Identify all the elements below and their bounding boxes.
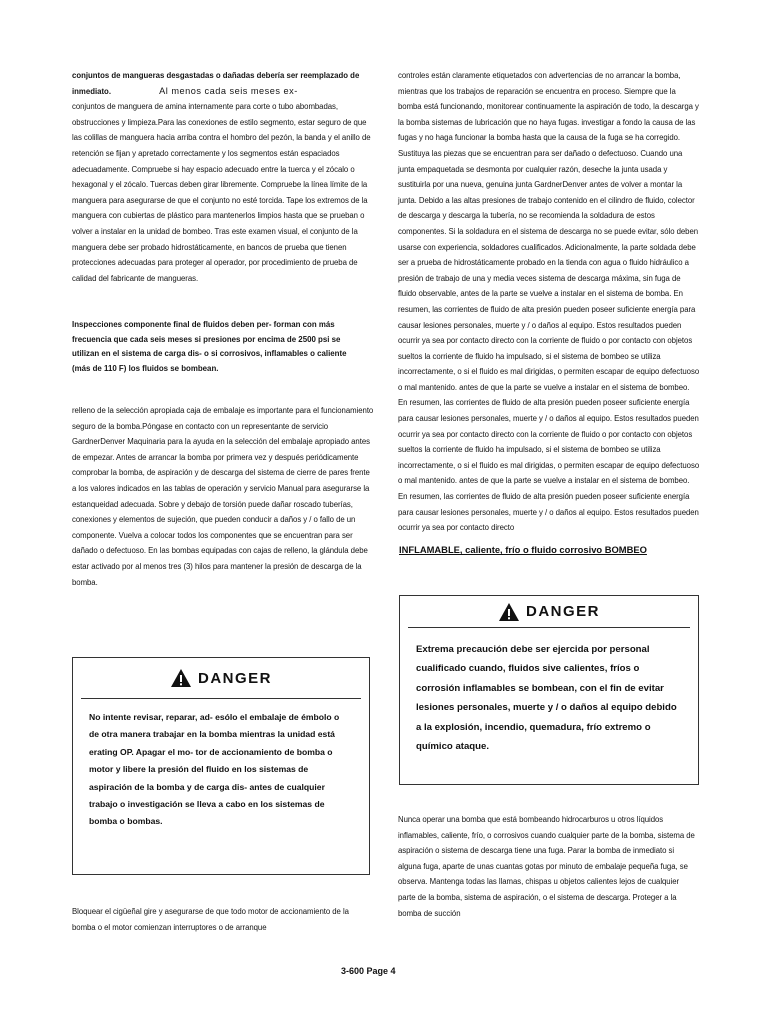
intro-body-text: conjuntos de manguera de amina internamente para corte o tubo abombadas, obstrucciones y limpieza.Para las conexiones de estilo segmento, estar seguro de que las colillas de manguera hacia arriba contra el hombro del pezón, la banda y el anillo de retención se fijan y apretado correctamente y los segmentos están espaciados adecuadamente. Compruebe si hay espacio adecuado entre la tuerca y el zócalo o hexagonal y el zócalo. Tuercas deben girar libremente. Compruebe la línea límite de la manguera para asegurarse de que el conjunto no esté torcida. Tape los extremos de la manguera con cubiertas de plástico para mantenerlos limpios hasta que se prueban o volver a instalar en la unidad de bombeo. Tras este examen visual, el conjunto de la manguera debe ser probado hidrostáticamente, en bancos de prueba que tienen protecciones adecuadas para proteger al operador, por procedimiento de prueba de calidad del fabricante de mangueras. bbox=[72, 102, 371, 283]
packing-paragraph: relleno de la selección apropiada caja de embalaje es importante para el funcionamiento seguro de la bomba.Póngase en contacto con un representante de servicio GardnerDenver Maquinaria para la ayuda en la selección del embalaje apropiado antes de empezar. Antes de arrancar la bomba por primera vez y después periódicamente comprobar la bomba, de aspiración y de descarga del sistema de cierre de pares frente a los valores indicados en las tablas de operación y servicio Manual para asegurarse la estanqueidad adecuada. Sobre y debajo de torsión puede dañar roscado tuberías, conexiones y elementos de sujeción, que pueden conducir a daños y / o fallo de un componente. Vuelva a colocar todos los componentes que se encuentran para ser dañado o defectuoso. En las bombas equipadas con cajas de relleno, la glándula debe estar activado por al menos tres (3) hilos para mantener la presión de descarga de la bomba. bbox=[72, 406, 374, 587]
intro-spaced-text: Al menos cada seis meses ex- bbox=[159, 85, 298, 96]
danger-label: DANGER bbox=[525, 603, 600, 620]
warning-triangle-icon bbox=[170, 668, 192, 688]
page-number: 3-600 Page 4 bbox=[341, 966, 396, 976]
danger-box-left bbox=[72, 657, 370, 875]
danger-box-right bbox=[399, 595, 699, 785]
intro-lead-text: conjuntos de mangueras desgastadas o dañadas debería ser reemplazado de inmediato. bbox=[72, 71, 360, 96]
inspection-paragraph: Inspecciones componente final de fluidos deben per- forman con más frecuencia que cada seis meses si presiones por encima de 2500 psi se utilizan en el sistema de carga dis- o si corrosivos, inflamables o caliente (más de 110 F) los fluidos se bombean. bbox=[72, 320, 347, 374]
section-heading-wrap bbox=[399, 544, 647, 555]
left-intro-block bbox=[72, 68, 372, 286]
section-heading: INFLAMABLE, caliente, frío o fluido corrosivo BOMBEO bbox=[399, 544, 647, 555]
pump-paragraph: Nunca operar una bomba que está bombeando hidrocarburos u otros líquidos inflamables, caliente, frío, o corrosivos cuando cualquier parte de la bomba, sistema de aspiración o sistema de descarga tiene una fuga. Parar la bomba de inmediato si alguna fuga, aparte de unas cuantas gotas por minuto de embalaje pequeña fuga, se observa. Mantenga todas las llamas, chispas u objetos calientes lejos de cualquier parte de la bomba, sistema de aspiración, o el sistema de descarga. Proteger a la bomba de succión bbox=[398, 815, 695, 918]
warning-triangle-icon bbox=[498, 602, 520, 622]
danger-label: DANGER bbox=[197, 669, 272, 687]
danger-header bbox=[408, 596, 690, 628]
danger-text: Extrema precaución debe ser ejercida por personal cualificado cuando, fluidos sive calientes, fríos o corrosión inflamables se bombean, con el fin de evitar lesiones personales, muerte y / o daños al equipo debido a la explosión, incendio, quemadura, frío extremo o químico ataque. bbox=[416, 644, 677, 753]
controls-paragraph: controles están claramente etiquetados con advertencias de no arrancar la bomba, mientras que los trabajos de reparación se encuentra en proceso. Siempre que la bomba está funcionando, monitorear continuamente la aspiración de todo, la descarga y la bomba sistemas de lubricación que no haya fugas. investigar a fondo la causa de las fugas y no haga funcionar la bomba hasta que la causa de la fuga se ha corregido. Sustituya las piezas que se encuentran para ser dañado o defectuoso. Cuando una junta empaquetada se desmonta por cualquier razón, deseche la junta usada y sustituirla por una nueva, genuina junta GardnerDenver antes de volver a montar la junta. Debido a las altas presiones de trabajo contenido en el cilindro de fluido, colector de descarga y descarga la tubería, no se recomienda la soldadura de estos componentes. Si la soldadura en el sistema de descarga no se puede evitar, sólo deben usarse con experiencia, soldadores cualificados. Adicionalmente, la parte soldada debe ser a prueba de hidrostáticamente probado en la tienda con agua o fluido hidráulico a presión de trabajo de una y media veces sistema de descarga máxima, sin fuga de fluido observable, antes de la parte se vuelve a instalar en el sistema de bomba. En resumen, las corrientes de fluido de alta presión pueden poseer suficiente energía para causar lesiones personales, muerte y / o daños al equipo. Estos resultados pueden ocurrir ya sea por contacto directo con la corriente de fluido o por contacto con objetos sueltos la corriente de fluido ha impulsado, si el sistema de bombeo se utiliza incorrectamente, o si el fluido es mal dirigidas, o permiten escapar de equipo defectuoso o mal mantenido. antes de que la parte se vuelve a instalar en el sistema de bombeo. En resumen, las corrientes de fluido de alta presión pueden poseer suficiente energía para causar lesiones personales, muerte y / o daños al equipo. Estos resultados pueden ocurrir ya sea por contacto directo con la corriente de fluido o por contacto con objetos sueltos la corriente de fluido ha impulsado, si el sistema de bombeo se utiliza incorrectamente, o si el fluido es mal dirigidas, o permiten escapar de equipo defectuoso o mal mantenido. antes de que la parte se vuelve a instalar en el sistema de bombeo. En resumen, las corrientes de fluido de alta presión pueden poseer suficiente energía para causar lesiones personales, muerte y / o daños al equipo. Estos resultados pueden ocurrir ya sea por contacto directo bbox=[398, 71, 700, 533]
danger-header bbox=[81, 658, 361, 699]
danger-text: No intente revisar, reparar, ad- esólo el embalaje de émbolo o de otra manera trabajar en la bomba mientras la unidad está erating OP. Apagar el mo- tor de accionamiento de bomba o motor y libere la presión del fluido en los sistemas de aspiración de la bomba y de carga dis- antes de cualquier trabajo o investigación se lleva a cabo en los sistemas de bomba o bombas. bbox=[89, 712, 340, 827]
crankshaft-paragraph: Bloquear el cigüeñal gire y asegurarse de que todo motor de accionamiento de la bomba o el motor comienzan interruptores o de arranque bbox=[72, 907, 349, 932]
